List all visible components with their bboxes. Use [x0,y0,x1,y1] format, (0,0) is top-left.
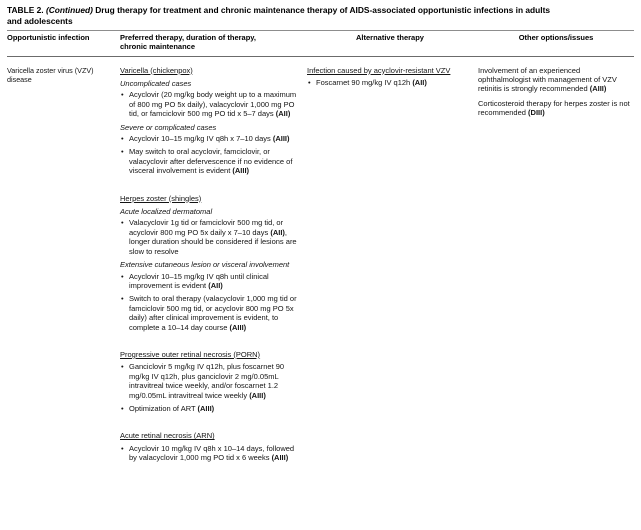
header-opportunistic-infection: Opportunistic infection [7,33,90,42]
other-option-item: Corticosteroid therapy for herpes zoster is not recommended (DIII) [478,98,630,118]
bullet-item: • Acyclovir 10–15 mg/kg IV q8h until clinical improvement is evident (AII) [120,272,302,291]
bullet-item: • Valacyclovir 1g tid or famciclovir 500 mg tid, or acyclovir 800 mg PO 5x daily x 7–10 days (AII), longer duration should be considered if lesions are slow to resolve [120,218,302,256]
section-subheading: Severe or complicated cases [120,122,217,132]
table-header-row [7,30,634,57]
infection-cell [7,66,115,481]
header-preferred-therapy [120,34,302,52]
therapy-section [120,66,302,176]
header-alternative-therapy: Alternative therapy [356,33,424,42]
table-body-row [7,57,634,481]
section-subheading: Uncomplicated cases [120,79,192,88]
section-heading: Herpes zoster (shingles) [120,193,202,203]
therapy-section [120,350,302,413]
other-cell [478,66,634,481]
other-option-item: Involvement of an experienced ophthalmologist with management of VZV retinitis is strongly recommended (AIII) [478,65,617,94]
bullet-item: • Acyclovir 10 mg/kg IV q8h x 10–14 days, followed by valacyclovir 1,000 mg PO tid x 6 weeks (AIII) [120,444,302,463]
bullet-item: • Optimization of ART (AIII) [120,404,302,413]
bullet-item: • May switch to oral acyclovir, famciclovir, or valacyclovir after defervescence if no evidence of visceral involvement is evident (AIII) [120,147,302,175]
section-heading: Acute retinal necrosis (ARN) [120,431,215,441]
bullet-item: • Acyclovir (20 mg/kg body weight up to a maximum of 800 mg PO 5x daily), valacyclovir 1,000 mg PO tid, or famciclovir 500 mg PO tid x 5–7 days (AII) [120,90,302,118]
bullet-item: • Switch to oral therapy (valacyclovir 1,000 mg tid or famciclovir 500 mg tid, or acyclovir 800 mg PO 5x daily) after clinical improvement is evident, to complete a 10–14 day course (AIII) [120,294,302,332]
infection-name: Varicella zoster virus (VZV) disease [7,65,94,84]
therapy-section [120,194,302,332]
table-caption: Drug therapy for treatment and chronic maintenance therapy of AIDS-associated opportunistic infections in adults and adolescents [7,5,551,26]
section-heading: Progressive outer retinal necrosis (PORN) [120,349,261,359]
section-subheading: Extensive cutaneous lesion or visceral involvement [120,260,290,270]
table-number: TABLE 2. [7,5,46,15]
alternative-heading: Infection caused by acyclovir-resistant VZV [307,65,451,75]
section-heading: Varicella (chickenpox) [120,65,193,75]
table-continued-marker: (Continued) [45,5,93,15]
therapy-section [120,431,302,462]
alternative-bullets [307,78,473,87]
bullet-item: • Acyclovir 10–15 mg/kg IV q8h x 7–10 days (AIII) [120,134,302,143]
bullet-item: • Foscarnet 90 mg/kg IV q12h (AII) [307,78,473,87]
alternative-cell [307,66,473,481]
header-other-options: Other options/issues [518,33,594,42]
header-preferred-therapy-label: Preferred therapy, duration of therapy, chronic maintenance [120,33,256,51]
table-title [7,5,559,26]
bullet-item: • Ganciclovir 5 mg/kg IV q12h, plus foscarnet 90 mg/kg IV q12h, plus ganciclovir 2 mg/0.05mL intravitreal twice weekly, and/or foscarnet 1.2 mg/0.05mL intravitreal twice weekly (AIII) [120,362,302,400]
preferred-cell [120,66,302,481]
section-subheading: Acute localized dermatomal [120,207,213,217]
alternative-section [307,66,473,88]
